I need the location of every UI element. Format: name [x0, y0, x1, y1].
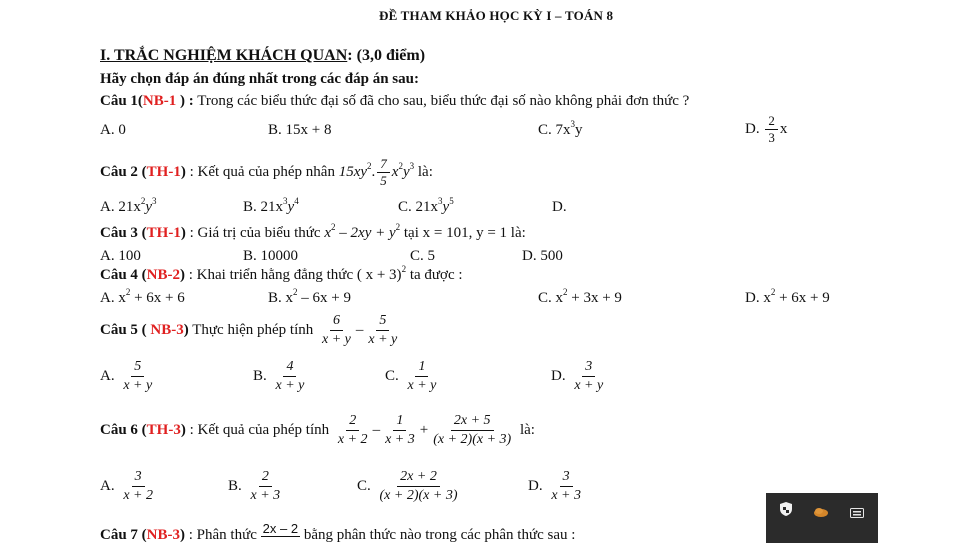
- q7-frac-num: 2x – 2: [262, 521, 299, 536]
- q2-option-d: D.: [552, 199, 567, 215]
- q3-option-d: D. 500: [522, 248, 563, 264]
- q3-option-b: B. 10000: [243, 248, 299, 264]
- q3-option-a: A. 100: [100, 248, 141, 264]
- system-tray-panel: [766, 493, 878, 543]
- q1-option-c: C. $7x^3y$: [538, 119, 583, 138]
- q3-option-c: C. 5: [410, 248, 436, 264]
- q6-option-c: C. $\frac{2x + 2}{(x + 2)(x + 3)}$: [357, 469, 458, 504]
- q3-tag: TH-1: [146, 225, 181, 241]
- question-5: Câu 5 ( NB-3) Thực hiện phép tính $\frac{6}{x + y}$ – $\frac{5}{x + y}$: [100, 313, 398, 348]
- q6-tag: TH-3: [146, 422, 181, 438]
- q6-option-b: B. $\frac{2}{x + 3}$: [228, 469, 281, 504]
- instruction: Hãy chọn đáp án đúng nhất trong các đáp án sau:: [100, 71, 419, 87]
- q5-tag: NB-3: [150, 322, 184, 338]
- question-2: Câu 2 (TH-1) : Kết quả của phép nhân $15xy^2$. $\frac{7}{5}$ $x^2y^3$ là:: [100, 156, 433, 189]
- q7-tag: NB-3: [146, 527, 181, 543]
- q1-option-a: A. 0: [100, 122, 126, 138]
- q1-tag: NB-1: [142, 93, 177, 109]
- section-label: I. TRẮC NGHIỆM KHÁCH QUAN: [100, 47, 348, 64]
- shield-icon[interactable]: [779, 501, 793, 522]
- q4-option-c: C. $x^2 + 3x + 9$: [538, 287, 622, 306]
- q4-option-d: D. $x^2 + 6x + 9$: [745, 287, 830, 306]
- question-1: [100, 92, 689, 110]
- document-title: ĐỀ THAM KHẢO HỌC KỲ I – TOÁN 8: [379, 8, 614, 23]
- q4-option-a: A. $x^2 + 6x + 6$: [100, 287, 185, 306]
- cloud-icon[interactable]: [813, 504, 829, 522]
- q4-option-b: B. $x^2 - 6x + 9$: [268, 287, 351, 306]
- q5-option-c: C. $\frac{1}{x + y}$: [385, 359, 437, 394]
- question-4: Câu 4 (NB-2) : Khai triển hằng đẳng thức ( x + 3)$^2$ ta được :: [100, 264, 463, 283]
- q1-close: ) :: [176, 93, 194, 109]
- q2-option-b: B. $21x^3y^4$: [243, 196, 299, 215]
- section-header: [100, 47, 425, 65]
- question-6: Câu 6 (TH-3) : Kết quả của phép tính $\frac{2}{x + 2}$ – $\frac{1}{x + 3}$ + $\frac{2x + 5}{(x + 2)(x + 3)}$ là:: [100, 413, 535, 448]
- q6-option-a: A. $\frac{3}{x + 2}$: [100, 469, 154, 504]
- q5-option-a: A. $\frac{5}{x + y}$: [100, 359, 153, 394]
- q2-option-c: C. $21x^3y^5$: [398, 196, 454, 215]
- q1-option-b: B. 15x + 8: [268, 122, 332, 138]
- question-3: Câu 3 (TH-1) : Giá trị của biểu thức $x^2 - 2xy + y^2$ tại x = 101, y = 1 là:: [100, 222, 526, 241]
- q5-option-b: B. $\frac{4}{x + y}$: [253, 359, 305, 394]
- q1-option-d: D. $\frac{2}{3}$ x: [745, 113, 788, 146]
- q1-lead: Câu 1(: [100, 93, 143, 109]
- q2-option-a: A. $21x^2y^3$: [100, 196, 157, 215]
- keyboard-icon[interactable]: [850, 505, 864, 523]
- q6-option-d: D. $\frac{3}{x + 3}$: [528, 469, 582, 504]
- section-points: : (3,0 điểm): [347, 47, 426, 64]
- q2-tag: TH-1: [146, 164, 181, 180]
- q5-option-d: D. $\frac{3}{x + y}$: [551, 359, 604, 394]
- q4-tag: NB-2: [146, 267, 181, 283]
- question-7: Câu 7 (NB-3) : Phân thức 2x – 2 bằng phân thức nào trong các phân thức sau :: [100, 521, 576, 543]
- q1-text: Trong các biểu thức đại số đã cho sau, biểu thức đại số nào không phải đơn thức ?: [193, 93, 690, 109]
